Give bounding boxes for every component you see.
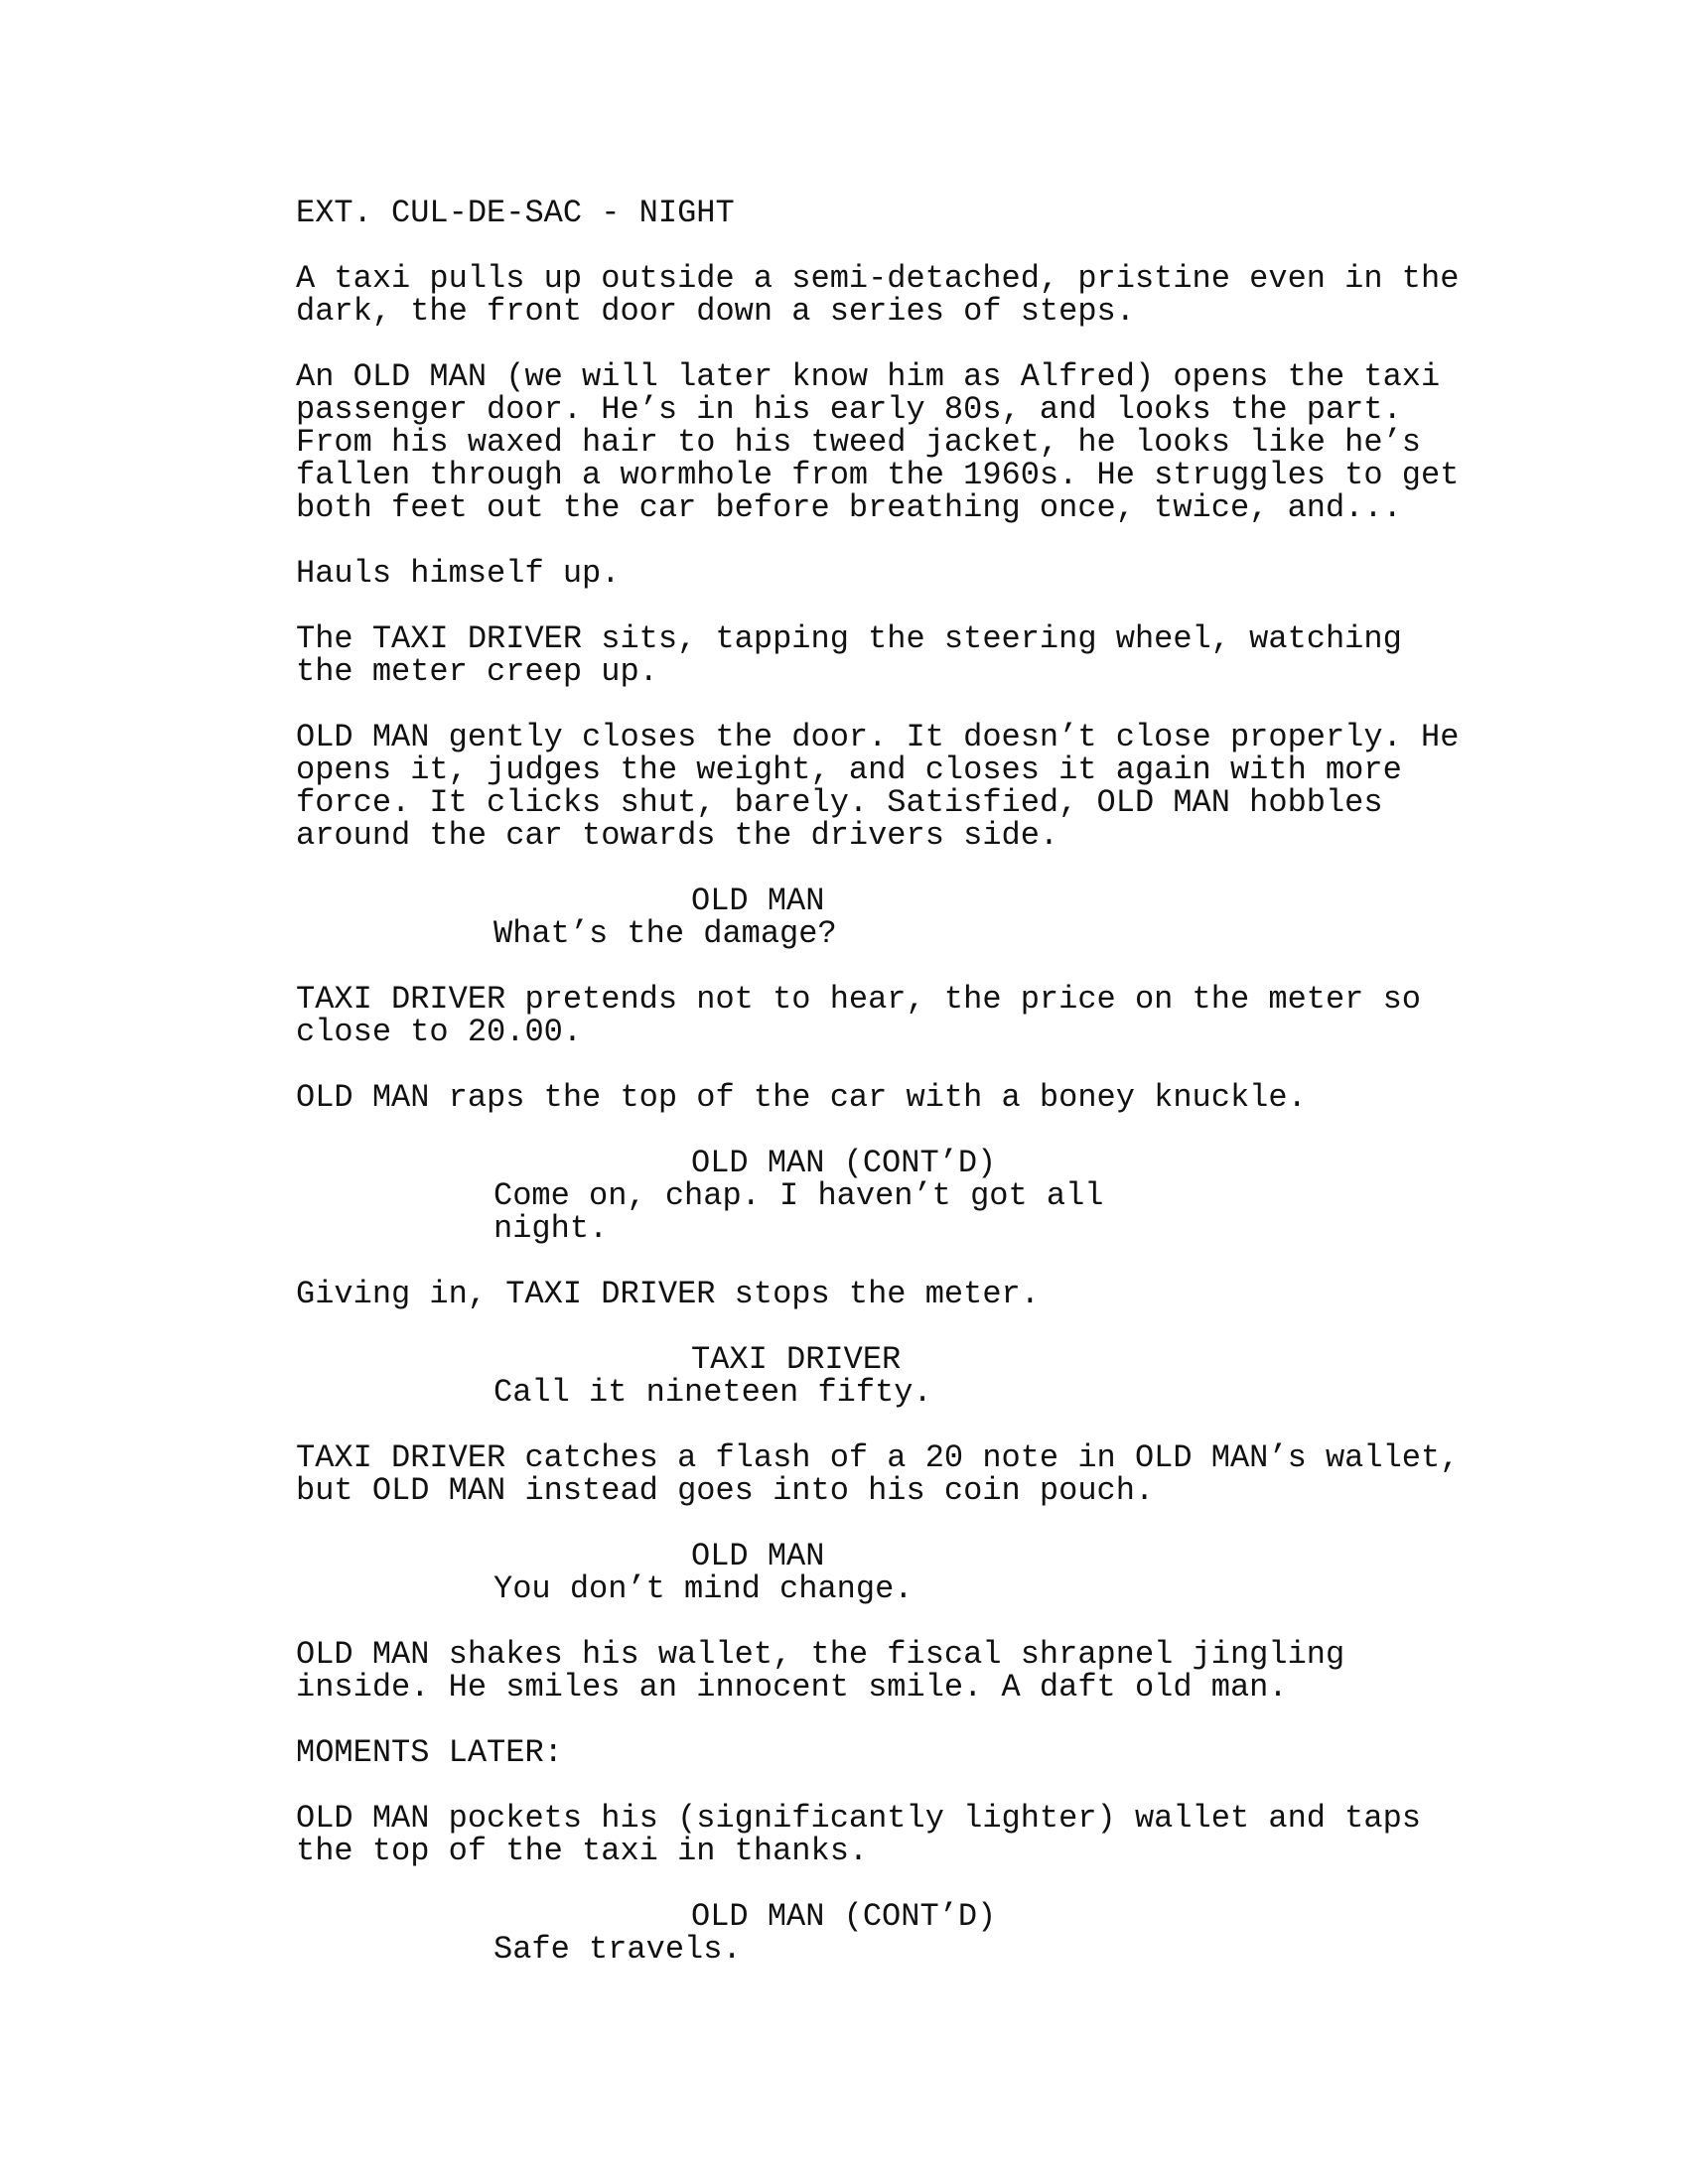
character-name: OLD MAN (CONT’D)	[691, 1145, 997, 1181]
action-line: Hauls himself up.	[296, 555, 621, 592]
action-line: OLD MAN pockets his (significantly lighter) wallet and taps	[296, 1800, 1421, 1837]
action-line: The TAXI DRIVER sits, tapping the steering wheel, watching	[296, 620, 1402, 657]
action-line: close to 20.00.	[296, 1014, 583, 1050]
action-block	[296, 983, 1487, 1048]
action-line: OLD MAN shakes his wallet, the fiscal shrapnel jingling	[296, 1636, 1345, 1673]
dialogue-line: You don’t mind change.	[493, 1570, 914, 1607]
action-line: inside. He smiles an innocent smile. A daft old man.	[296, 1669, 1288, 1706]
action-block	[296, 1802, 1487, 1867]
character-name: OLD MAN (CONT’D)	[691, 1898, 997, 1935]
dialogue-block	[296, 1540, 1487, 1605]
action-line: passenger door. He’s in his early 80s, and looks the part.	[296, 391, 1402, 428]
character-name: OLD MAN	[691, 1538, 825, 1574]
action-line: opens it, judges the weight, and closes it again with more	[296, 751, 1402, 788]
action-line: both feet out the car before breathing once, twice, and...	[296, 489, 1402, 526]
action-line: A taxi pulls up outside a semi-detached, pristine even in the	[296, 260, 1460, 297]
transition-line: MOMENTS LATER:	[296, 1734, 563, 1771]
action-block	[296, 262, 1487, 328]
action-block	[296, 721, 1487, 852]
character-name: OLD MAN	[691, 883, 825, 919]
action-line: dark, the front door down a series of steps.	[296, 293, 1135, 330]
action-line: fallen through a wormhole from the 1960s. He struggles to get	[296, 457, 1460, 493]
dialogue-line: Safe travels.	[493, 1931, 742, 1968]
action-line: An OLD MAN (we will later know him as Alfred) opens the taxi	[296, 358, 1441, 395]
dialogue-line: night.	[493, 1210, 609, 1247]
action-line: around the car towards the drivers side.	[296, 817, 1059, 854]
screenplay-page	[296, 197, 1487, 1966]
action-line: From his waxed hair to his tweed jacket, he looks like he’s	[296, 424, 1421, 461]
action-line: OLD MAN gently closes the door. It doesn’t close properly. He	[296, 719, 1460, 755]
dialogue-block	[296, 1343, 1487, 1409]
character-name: TAXI DRIVER	[691, 1341, 902, 1378]
action-line: the meter creep up.	[296, 653, 658, 690]
action-block	[296, 1638, 1487, 1704]
action-line: the top of the taxi in thanks.	[296, 1833, 869, 1869]
action-line: TAXI DRIVER pretends not to hear, the price on the meter so	[296, 981, 1421, 1018]
action-line: TAXI DRIVER catches a flash of a 20 note in OLD MAN’s wallet,	[296, 1439, 1460, 1476]
dialogue-line: Come on, chap. I haven’t got all	[493, 1177, 1104, 1214]
dialogue-block	[296, 1900, 1487, 1966]
action-line: Giving in, TAXI DRIVER stops the meter.	[296, 1276, 1040, 1312]
dialogue-block	[296, 885, 1487, 950]
action-line: force. It clicks shut, barely. Satisfied, OLD MAN hobbles	[296, 784, 1383, 821]
action-block	[296, 622, 1487, 688]
action-block	[296, 360, 1487, 524]
dialogue-block	[296, 1147, 1487, 1245]
action-line: OLD MAN raps the top of the car with a boney knuckle.	[296, 1079, 1307, 1116]
action-line: but OLD MAN instead goes into his coin pouch.	[296, 1472, 1155, 1509]
dialogue-line: Call it nineteen fifty.	[493, 1374, 932, 1411]
scene-heading: EXT. CUL-DE-SAC - NIGHT	[296, 195, 735, 231]
action-block	[296, 1441, 1487, 1507]
dialogue-line: What’s the damage?	[493, 915, 837, 952]
